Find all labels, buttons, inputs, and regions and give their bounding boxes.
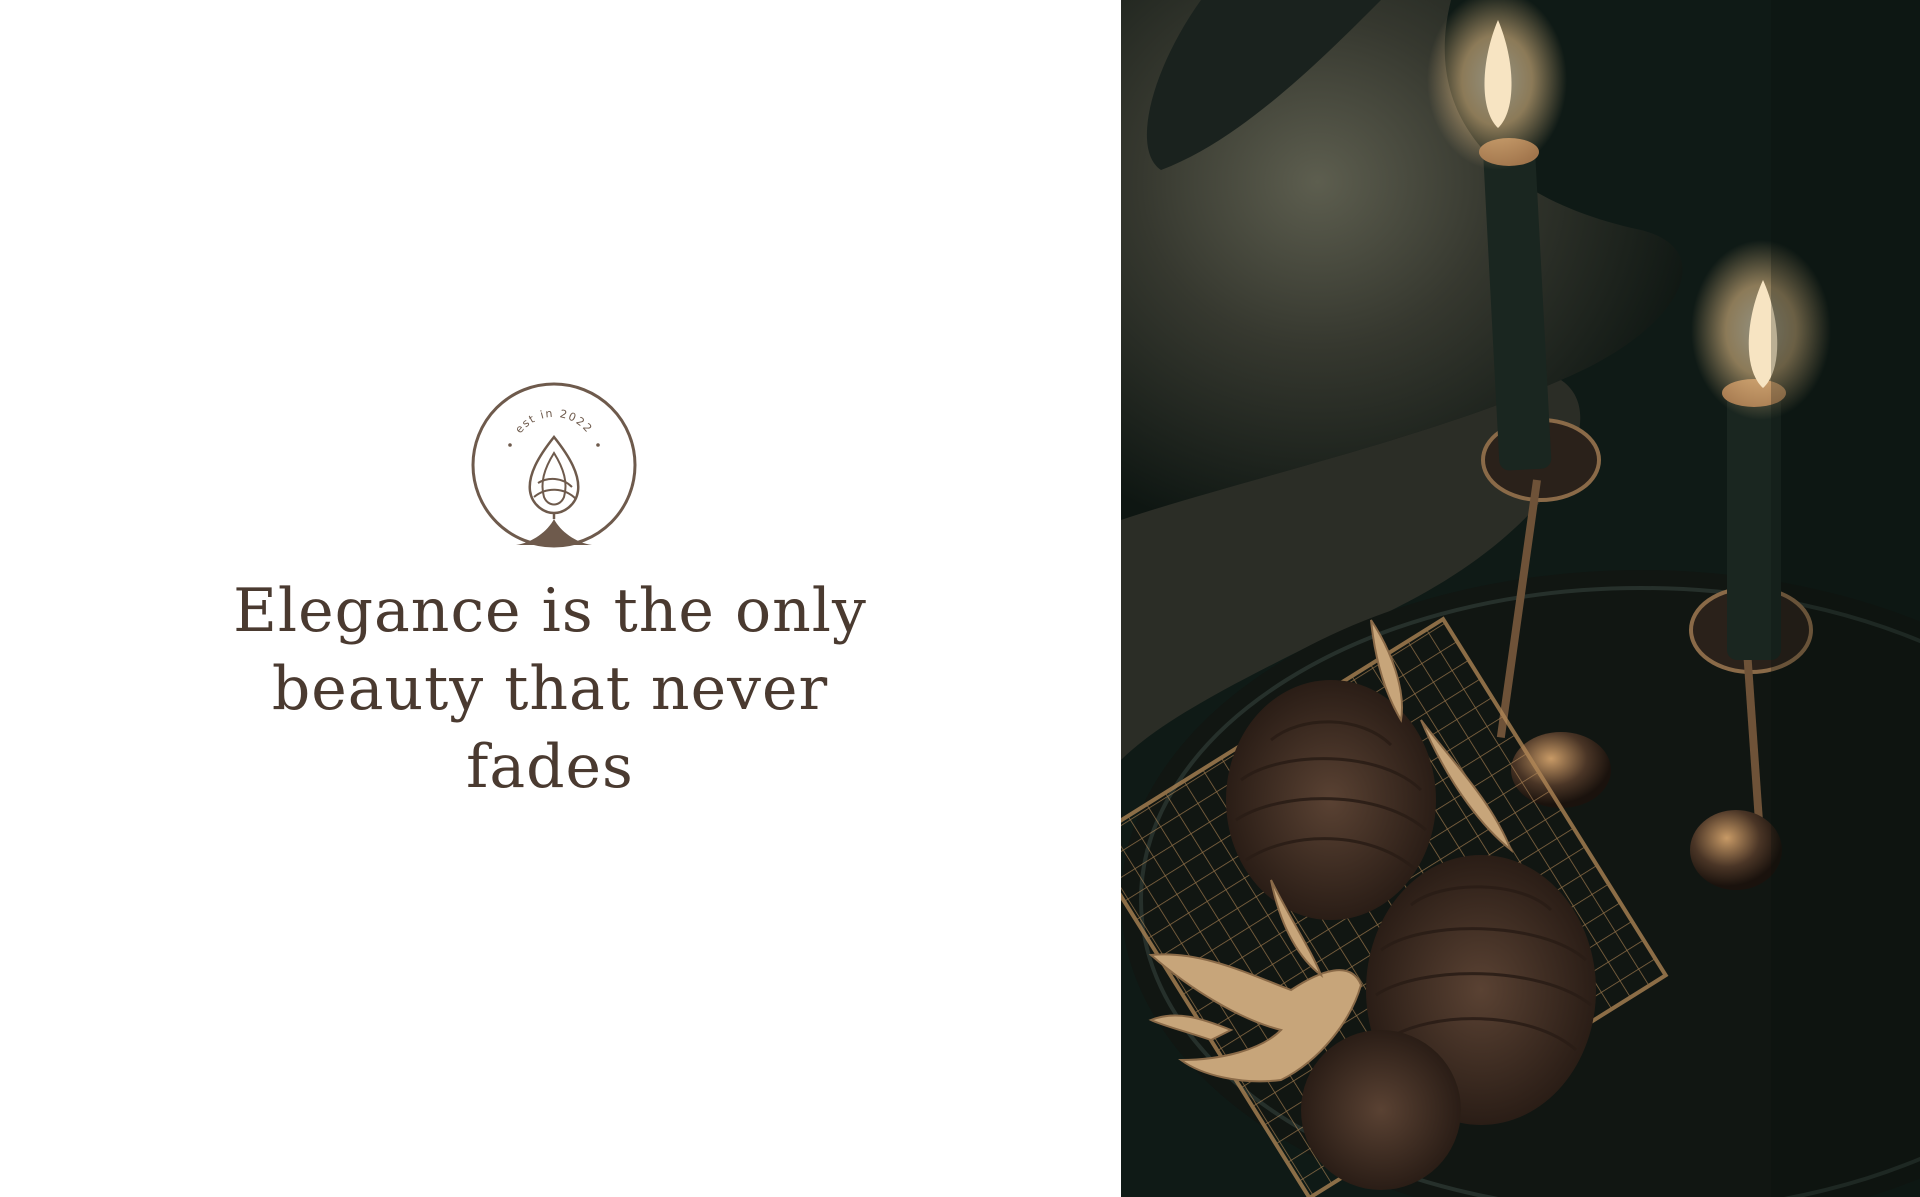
quote-line-1: Elegance is the only: [233, 576, 867, 646]
quote-line-2: beauty that never: [271, 654, 829, 724]
badge-text: est in 2022: [512, 406, 596, 436]
hero-quote: [190, 572, 910, 806]
photo-illustration: [1121, 0, 1920, 1197]
candles-pinecones-photo: [1121, 0, 1920, 1197]
quote-line-3: fades: [466, 732, 634, 802]
svg-text:est in 2022: [513, 407, 596, 436]
brand-logo: [468, 379, 640, 551]
flame-drop-icon: [468, 379, 640, 551]
